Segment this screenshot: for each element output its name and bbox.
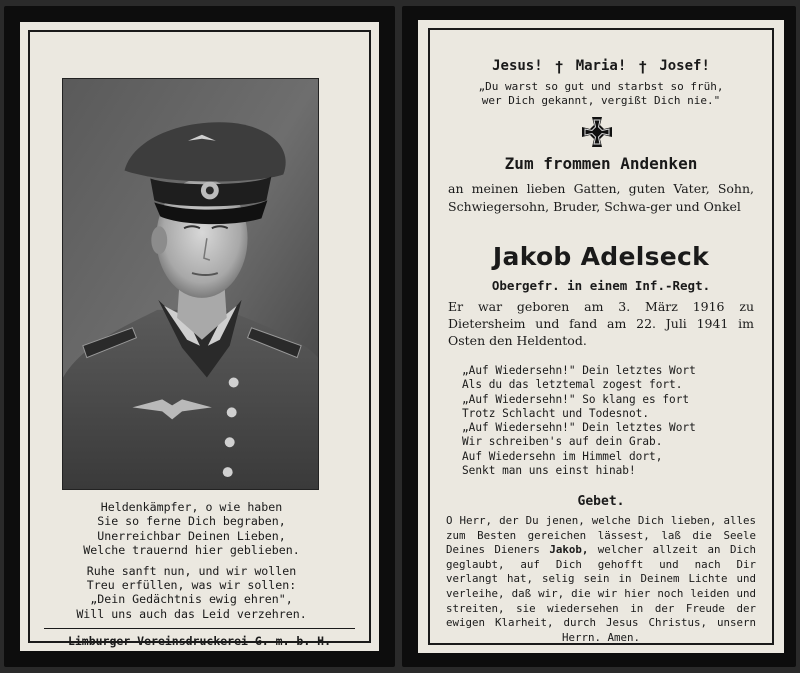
printer-imprint: Limburger Vereinsdruckerei G. m. b. H. <box>67 634 332 648</box>
poem-line: „Auf Wiedersehn!" So klang es fort <box>462 392 690 406</box>
biography-text: Er war geboren am 3. März 1916 zu Dietersheim und fand am 22. Juli 1941 im Osten den Heldentod. <box>448 299 754 348</box>
prayer-text <box>446 514 756 645</box>
cross-icon: † <box>554 58 564 76</box>
soldier-portrait-photo <box>62 78 319 490</box>
poem-line: Will uns auch das Leid verzehren. <box>76 606 307 621</box>
portrait-image <box>63 79 318 489</box>
memorial-card-right <box>402 6 796 667</box>
poem-stanza-1 <box>54 500 329 558</box>
card-paper <box>418 20 784 653</box>
right-poem <box>462 364 754 478</box>
poem-line: „Auf Wiedersehn!" Dein letztes Wort <box>462 364 696 377</box>
invocation-line <box>418 58 784 76</box>
printer-divider <box>44 628 355 629</box>
poem-line: Sie so ferne Dich begraben, <box>97 514 286 529</box>
poem-line: Als du das letztemal zogest fort. <box>462 378 683 392</box>
memorial-title: Zum frommen Andenken <box>504 154 698 173</box>
quote-line: „Du warst so gut und starbst so früh, <box>478 80 724 93</box>
poem-line: „Dein Gedächtnis ewig ehren", <box>90 592 293 607</box>
poem-line: Ruhe sanft nun, und wir wollen <box>86 563 297 578</box>
military-rank: Obergefr. in einem Inf.-Regt. <box>491 278 711 293</box>
card-paper <box>20 22 379 651</box>
poem-line: Welche trauernd hier geblieben. <box>83 543 300 558</box>
poem-line: Trotz Schlacht und Todesnot. <box>462 406 650 420</box>
poem-line: Senkt man uns einst hinab! <box>462 464 636 478</box>
invocation-maria: Maria! <box>575 58 627 74</box>
prayer-title: Gebet. <box>577 494 625 509</box>
left-poem <box>54 500 329 627</box>
epitaph-quote <box>418 80 784 108</box>
deceased-name: Jakob Adelseck <box>492 242 710 271</box>
prayer-name: Jakob, <box>549 543 589 557</box>
poem-line: Heldenkämpfer, o wie haben <box>100 500 283 514</box>
invocation-josef: Josef! <box>659 58 710 74</box>
dedication-text: an meinen lieben Gatten, guten Vater, Sohn, Schwiegersohn, Bruder, Schwa-ger und Onkel <box>448 181 754 214</box>
invocation-jesus: Jesus! <box>492 58 543 74</box>
poem-line: „Auf Wiedersehn!" Dein letztes Wort <box>462 421 696 435</box>
cross-icon: † <box>638 58 648 76</box>
quote-line: wer Dich gekannt, vergißt Dich nie." <box>481 94 721 107</box>
iron-cross-icon <box>581 116 613 148</box>
poem-line: Treu erfüllen, was wir sollen: <box>86 578 297 593</box>
memorial-card-left <box>4 6 395 667</box>
poem-line: Wir schreiben's auf dein Grab. <box>462 435 663 449</box>
poem-line: Unerreichbar Deinen Lieben, <box>97 528 286 543</box>
prayer-part-1: O Herr, der Du jenen, welche Dich lieben, alles zum Besten gereichen lässest, laß die Seele Deines Dieners <box>446 514 756 557</box>
prayer-part-2: welcher allzeit an Dich geglaubt, auf Dich gehofft und nach Dir verlangt hat, selig sein in Deinem Lichte und verleihe, daß wir, die wir hier noch leiden und streiten, sie wiedersehen in der Freude der ewigen Klarheit, durch Jesus Christus, unsern Herrn. Amen. <box>446 543 756 644</box>
poem-line: Auf Wiedersehn im Himmel dort, <box>462 449 663 463</box>
poem-stanza-2 <box>54 564 329 622</box>
